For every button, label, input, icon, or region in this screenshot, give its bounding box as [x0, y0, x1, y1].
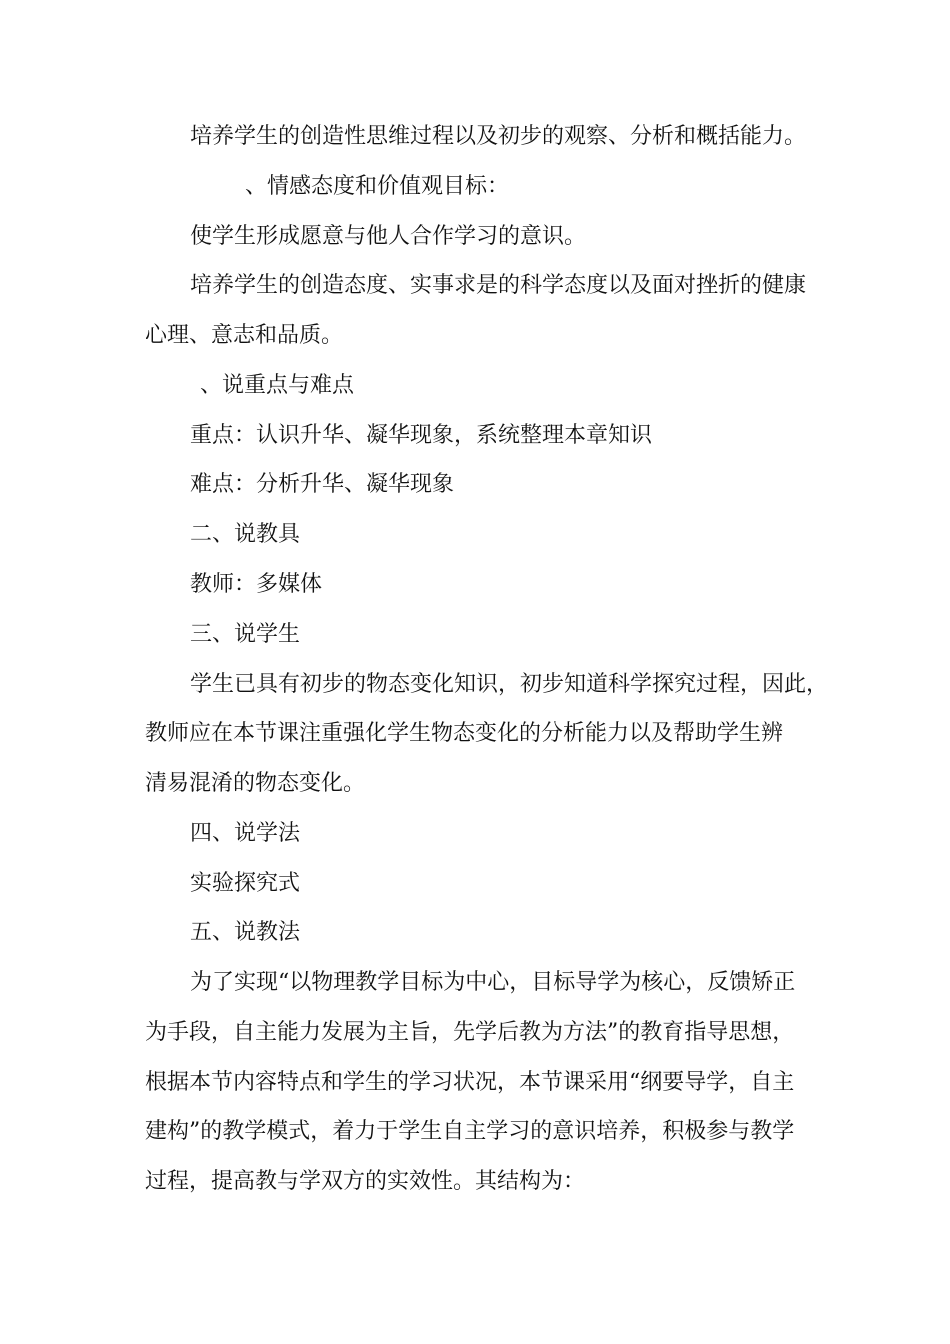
text-line-students-1: 学生已具有初步的物态变化知识，初步知道科学探究过程，因此， [190, 672, 829, 697]
text-line-method-2: 为手段，自主能力发展为主旨，先学后教为方法”的教育指导思想， [145, 1020, 795, 1045]
text-line-cooperation: 使学生形成愿意与他人合作学习的意识。 [190, 224, 587, 249]
text-line-difficult-point: 难点：分析升华、凝华现象 [190, 472, 455, 497]
text-line-key-point: 重点：认识升华、凝华现象，系统整理本章知识 [190, 423, 653, 448]
section-heading-learning-method: 四、说学法 [190, 821, 301, 846]
text-line-experiment-inquiry: 实验探究式 [190, 871, 301, 896]
text-line-method-5: 过程，提高教与学双方的实效性。其结构为： [145, 1169, 586, 1194]
text-line-method-3: 根据本节内容特点和学生的学习状况，本节课采用“纲要导学，自主 [145, 1070, 795, 1095]
section-heading-emotion-attitude: 、情感态度和价值观目标： [245, 174, 510, 199]
section-heading-teaching-tools: 二、说教具 [190, 522, 301, 547]
section-heading-students: 三、说学生 [190, 622, 301, 647]
text-line-students-2: 教师应在本节课注重强化学生物态变化的分析能力以及帮助学生辨 [145, 721, 784, 746]
section-heading-key-difficult: 、说重点与难点 [200, 373, 355, 398]
section-heading-teaching-method: 五、说教法 [190, 920, 301, 945]
text-line-students-3: 清易混淆的物态变化。 [145, 771, 366, 796]
text-line-attitude-2: 心理、意志和品质。 [145, 323, 344, 348]
text-line-objective-thinking: 培养学生的创造性思维过程以及初步的观察、分析和概括能力。 [190, 124, 807, 149]
text-line-attitude-1: 培养学生的创造态度、实事求是的科学态度以及面对挫折的健康 [190, 273, 807, 298]
text-line-teacher-multimedia: 教师：多媒体 [190, 572, 323, 597]
text-line-method-4: 建构”的教学模式，着力于学生自主学习的意识培养，积极参与教学 [145, 1119, 795, 1144]
text-line-method-1: 为了实现“以物理教学目标为中心，目标导学为核心，反馈矫正 [190, 970, 796, 995]
